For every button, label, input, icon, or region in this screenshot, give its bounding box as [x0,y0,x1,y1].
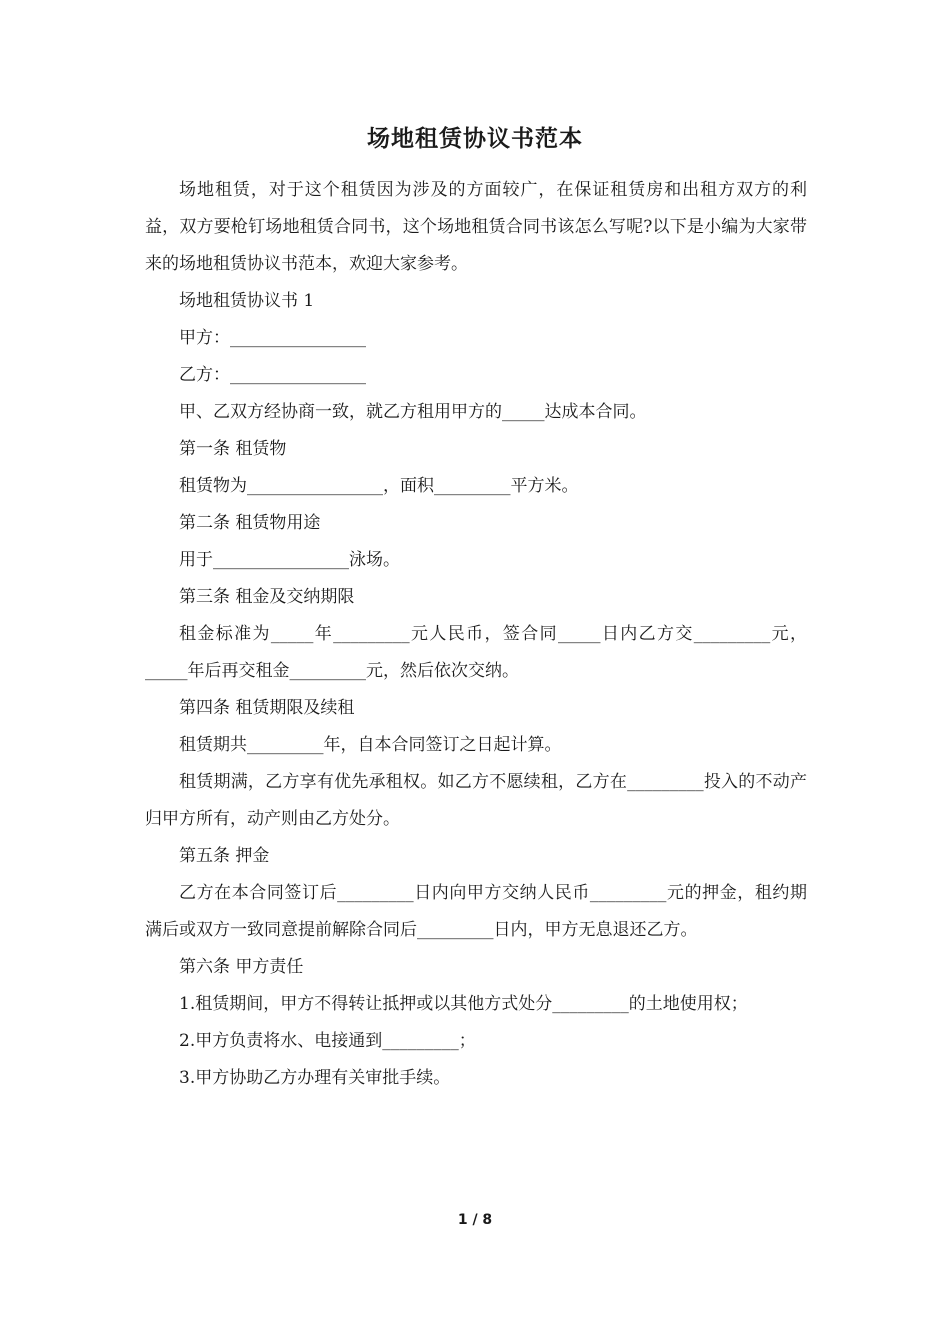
article-5-text: 乙方在本合同签订后_________日内向甲方交纳人民币_________元的押金，租约期满后或双方一致同意提前解除合同后_________日内，甲方无息退还乙方。 [145,883,807,940]
article-1-heading: 第一条 租赁物 [179,439,287,459]
article-4-heading: 第四条 租赁期限及续租 [179,698,355,718]
document-title: 场地租赁协议书范本 [367,126,583,152]
party-a-line: 甲方：________________ [179,328,366,348]
document-body [145,172,807,1097]
article-5-heading: 第五条 押金 [179,846,270,866]
article-2-heading: 第二条 租赁物用途 [179,513,321,533]
article-3-heading: 第三条 租金及交纳期限 [179,587,355,607]
page-number: 1 / 8 [457,1212,493,1228]
article-2-text: 用于________________泳场。 [179,550,400,570]
party-b-line: 乙方：________________ [179,365,366,385]
article-4-text-1: 租赁期共_________年，自本合同签订之日起计算。 [179,735,562,755]
article-4-text-2: 租赁期满，乙方享有优先承租权。如乙方不愿续租，乙方在_________投入的不动产归甲方所有，动产则由乙方处分。 [145,772,807,829]
article-3-text: 租金标准为_____年_________元人民币，签合同_____日内乙方交_________元，_____年后再交租金_________元，然后依次交纳。 [145,624,807,681]
intro-paragraph: 场地租赁，对于这个租赁因为涉及的方面较广，在保证租赁房和出租方双方的利益，双方要枪钉场地租赁合同书，这个场地租赁合同书该怎么写呢?以下是小编为大家带来的场地租赁协议书范本，欢迎大家参考。 [145,180,807,274]
article-6-item-2: 2.甲方负责将水、电接通到_________； [179,1031,476,1051]
article-6-item-1: 1.租赁期间，甲方不得转让抵押或以其他方式处分_________的土地使用权； [179,994,748,1014]
article-6-heading: 第六条 甲方责任 [179,957,304,977]
article-1-text: 租赁物为________________，面积_________平方米。 [179,476,579,496]
agreement-heading: 场地租赁协议书 1 [179,291,315,311]
article-6-item-3: 3.甲方协助乙方办理有关审批手续。 [179,1068,451,1088]
consensus-paragraph: 甲、乙双方经协商一致，就乙方租用甲方的_____达成本合同。 [179,402,647,422]
